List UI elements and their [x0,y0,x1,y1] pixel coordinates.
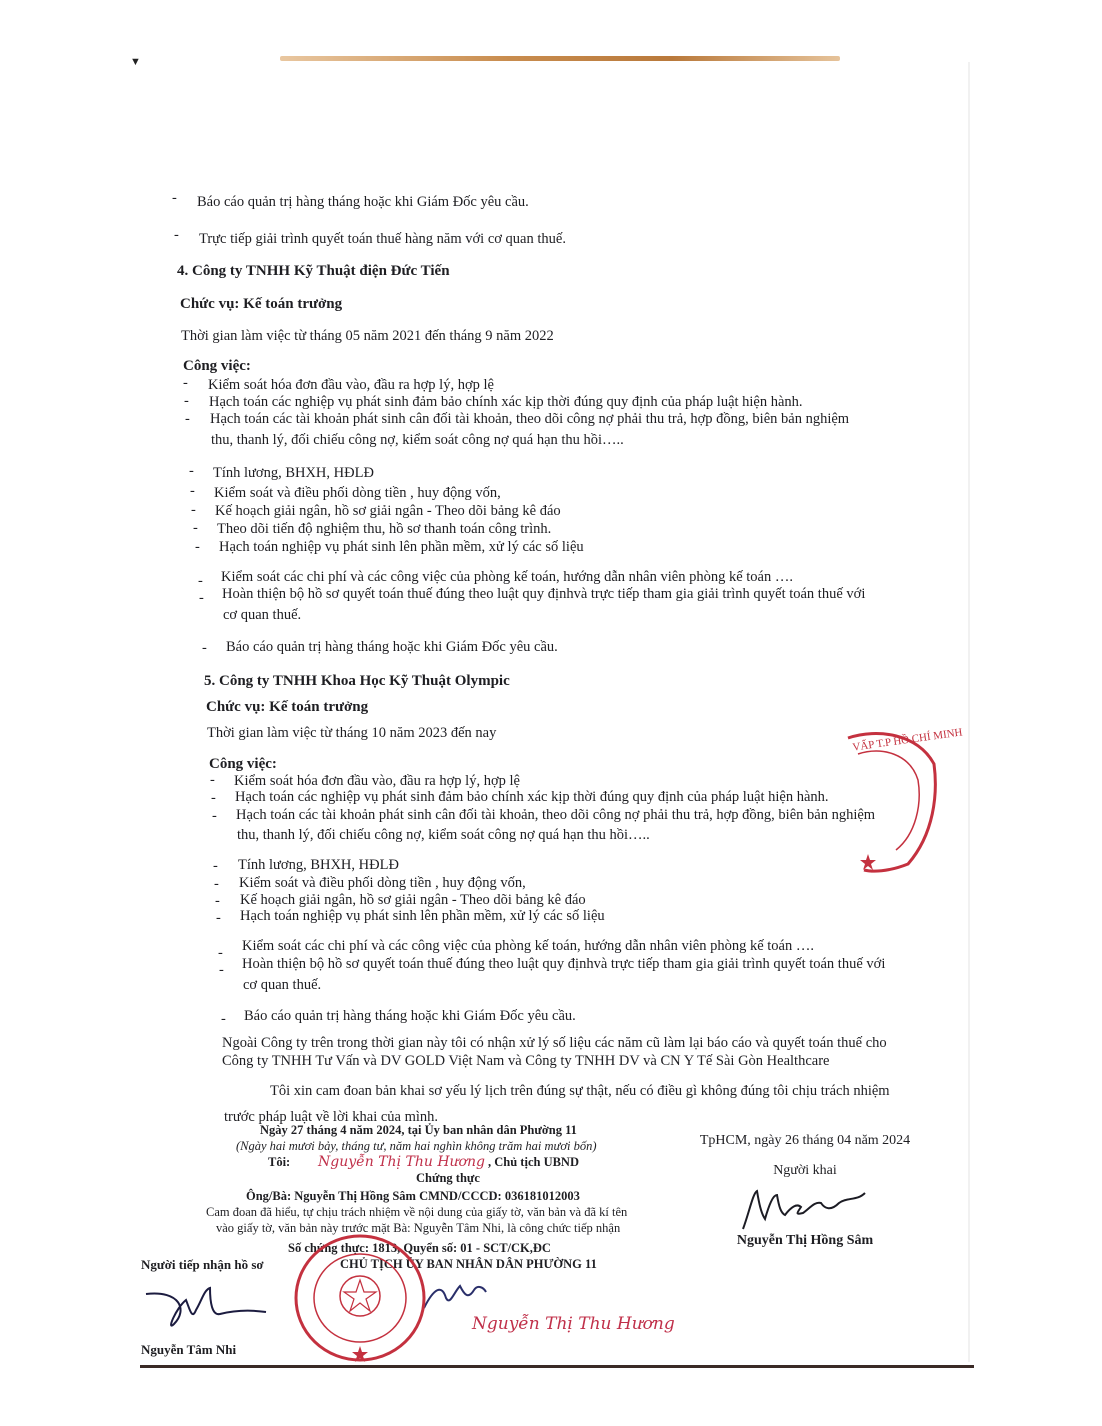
list-item: Kiểm soát và điều phối dòng tiền , huy động vốn, [239,875,526,891]
work-label: Công việc: [209,756,277,772]
list-item: Tính lương, BHXH, HĐLĐ [213,465,374,481]
cert-date: Ngày 27 tháng 4 năm 2024, tại Ủy ban nhân dân Phường 11 [260,1123,577,1137]
list-item: Báo cáo quản trị hàng tháng hoặc khi Giám Đốc yêu cầu. [197,194,529,210]
cert-person: Ông/Bà: Nguyễn Thị Hồng Sâm CMND/CCCD: 036181012003 [246,1189,580,1203]
list-item-continued: thu, thanh lý, đối chiếu công nợ, kiểm soát công nợ quá hạn thu hồi….. [211,432,624,448]
cert-official-name: Nguyễn Thị Thu Hương [318,1154,485,1170]
bullet-dash: - [172,190,177,206]
declarant-signature-block [690,1133,920,1249]
cert-chairman: , Chủ tịch UBND [488,1155,579,1169]
list-item: Kiểm soát hóa đơn đầu vào, đầu ra hợp lý, hợp lệ [234,773,520,789]
list-item: Hạch toán các tài khoản phát sinh cân đối tài khoản, theo dõi công nợ phải thu trả, hợp đồng, biên bản nghiệm [236,807,876,823]
bullet-dash: - [193,520,198,536]
list-item: Kiểm soát các chi phí và các công việc của phòng kế toán, hướng dẫn nhân viên phòng kế toán …. [221,569,793,585]
place-date: TpHCM, ngày 26 tháng 04 năm 2024 [699,1133,911,1148]
cert-toi: Tôi: [268,1155,291,1169]
bullet-dash: - [210,772,215,788]
bullet-dash: - [219,962,224,978]
bullet-dash: - [190,483,195,499]
declaration-line: Tôi xin cam đoan bản khai sơ yếu lý lịch trên đúng sự thật, nếu có điều gì không đúng tôi chịu trách nhiệm [270,1083,890,1099]
seal-ring-text: VẤP T.P HỒ CHÍ MINH [851,726,964,754]
ward-seal-stamp [288,1232,438,1367]
list-item: Hạch toán các tài khoản phát sinh cân đối tài khoản, theo dõi công nợ phải thu trả, hợp đồng, biên bản nghiệm [210,411,850,427]
declarant-name: Nguyễn Thị Hồng Sâm [736,1233,874,1248]
bullet-dash: - [198,573,203,589]
bullet-dash: - [185,411,190,427]
bullet-dash: - [213,858,218,874]
position-title: Chức vụ: Kế toán trưởng [180,296,343,312]
extra-work-line: Ngoài Công ty trên trong thời gian này tôi có nhận xử lý số liệu các năm cũ làm lại báo cáo và quyết toán thuế cho [222,1035,887,1051]
declarant-label: Người khai [773,1163,837,1178]
bullet-dash: - [199,590,204,606]
work-period: Thời gian làm việc từ tháng 10 năm 2023 đến nay [207,725,497,741]
receiver-name: Nguyễn Tâm Nhi [141,1342,237,1357]
bullet-dash: - [221,1011,226,1027]
section-heading: 5. Công ty TNHH Khoa Học Kỹ Thuật Olympic [204,673,510,689]
list-item: Kiểm soát và điều phối dòng tiền , huy động vốn, [214,485,501,501]
bullet-dash: - [214,876,219,892]
bullet-dash: - [189,463,194,479]
scan-corner-mark: ▼ [130,56,141,68]
list-item: Kế hoạch giải ngân, hồ sơ giải ngân - Theo dõi bảng kê đáo [215,503,561,519]
list-item: Hạch toán nghiệp vụ phát sinh lên phần mềm, xử lý các số liệu [219,539,584,555]
cert-signer-script: Nguyễn Thị Thu Hương [472,1314,675,1334]
bullet-dash: - [218,945,223,961]
list-item: Báo cáo quản trị hàng tháng hoặc khi Giám Đốc yêu cầu. [226,639,558,655]
list-item: Trực tiếp giải trình quyết toán thuế hàng năm với cơ quan thuế. [199,231,566,247]
section-heading: 4. Công ty TNHH Kỹ Thuật điện Đức Tiến [177,263,450,279]
list-item-continued: cơ quan thuế. [243,977,322,993]
list-item: Hoàn thiện bộ hồ sơ quyết toán thuế đúng theo luật quy địnhvà trực tiếp tham gia giải trình quyết toán thuế với [222,586,866,602]
receiver-signature [140,1280,270,1340]
declarant-signature [735,1183,875,1235]
bullet-dash: - [215,893,220,909]
scan-bottom-edge [140,1365,974,1368]
bullet-dash: - [211,790,216,806]
bullet-dash: - [183,375,188,391]
cert-number: Số chứng thực: 1813, Quyển số: 01 - SCT/CK,ĐC [288,1241,551,1255]
extra-work-line: Công ty TNHH Tư Vấn và DV GOLD Việt Nam và Công ty TNHH DV và CN Y Tế Sài Gòn Healthcare [222,1053,830,1069]
list-item: Báo cáo quản trị hàng tháng hoặc khi Giám Đốc yêu cầu. [244,1008,576,1024]
bullet-dash: - [195,539,200,555]
receiver-label: Người tiếp nhận hồ sơ [141,1257,264,1272]
list-item: Hạch toán các nghiệp vụ phát sinh đảm bảo chính xác kịp thời đúng quy định của pháp luật hiện hành. [235,789,829,805]
list-item: Kế hoạch giải ngân, hồ sơ giải ngân - Theo dõi bảng kê đáo [240,892,586,908]
cert-date-words: (Ngày hai mươi bảy, tháng tư, năm hai nghìn không trăm hai mươi bốn) [236,1139,597,1153]
bullet-dash: - [212,808,217,824]
list-item: Hạch toán nghiệp vụ phát sinh lên phần mềm, xử lý các số liệu [240,908,605,924]
list-item: Kiểm soát các chi phí và các công việc của phòng kế toán, hướng dẫn nhân viên phòng kế toán …. [242,938,814,954]
list-item: Theo dõi tiến độ nghiệm thu, hồ sơ thanh toán công trình. [217,521,552,537]
list-item: Tính lương, BHXH, HĐLĐ [238,857,399,873]
cert-commit: vào giấy tờ, văn bản này trước mặt Bà: Nguyễn Tâm Nhi, là công chức tiếp nhận [216,1221,621,1235]
list-item: Hạch toán các nghiệp vụ phát sinh đảm bảo chính xác kịp thời đúng quy định của pháp luật hiện hành. [209,394,803,410]
list-item-continued: cơ quan thuế. [223,607,302,623]
bullet-dash: - [202,640,207,656]
cert-commit: Cam đoan đã hiểu, tự chịu trách nhiệm về nội dung của giấy tờ, văn bản và đã kí tên [206,1205,628,1219]
list-item-continued: thu, thanh lý, đối chiếu công nợ, kiểm soát công nợ quá hạn thu hồi….. [237,827,650,843]
list-item: Hoàn thiện bộ hồ sơ quyết toán thuế đúng theo luật quy địnhvà trực tiếp tham gia giải trình quyết toán thuế với [242,956,886,972]
cert-title: CHỦ TỊCH ỦY BAN NHÂN DÂN PHƯỜNG 11 [340,1257,597,1271]
work-label: Công việc: [183,358,251,374]
position-title: Chức vụ: Kế toán trưởng [206,699,369,715]
bullet-dash: - [216,910,221,926]
bullet-dash: - [191,502,196,518]
bullet-dash: - [174,227,179,243]
list-item: Kiểm soát hóa đơn đầu vào, đầu ra hợp lý, hợp lệ [208,377,494,393]
bullet-dash: - [184,393,189,409]
cert-chung-thuc: Chứng thực [416,1171,480,1185]
work-period: Thời gian làm việc từ tháng 05 năm 2021 đến tháng 9 năm 2022 [181,328,554,344]
declaration-line: trước pháp luật về lời khai của mình. [224,1109,439,1125]
